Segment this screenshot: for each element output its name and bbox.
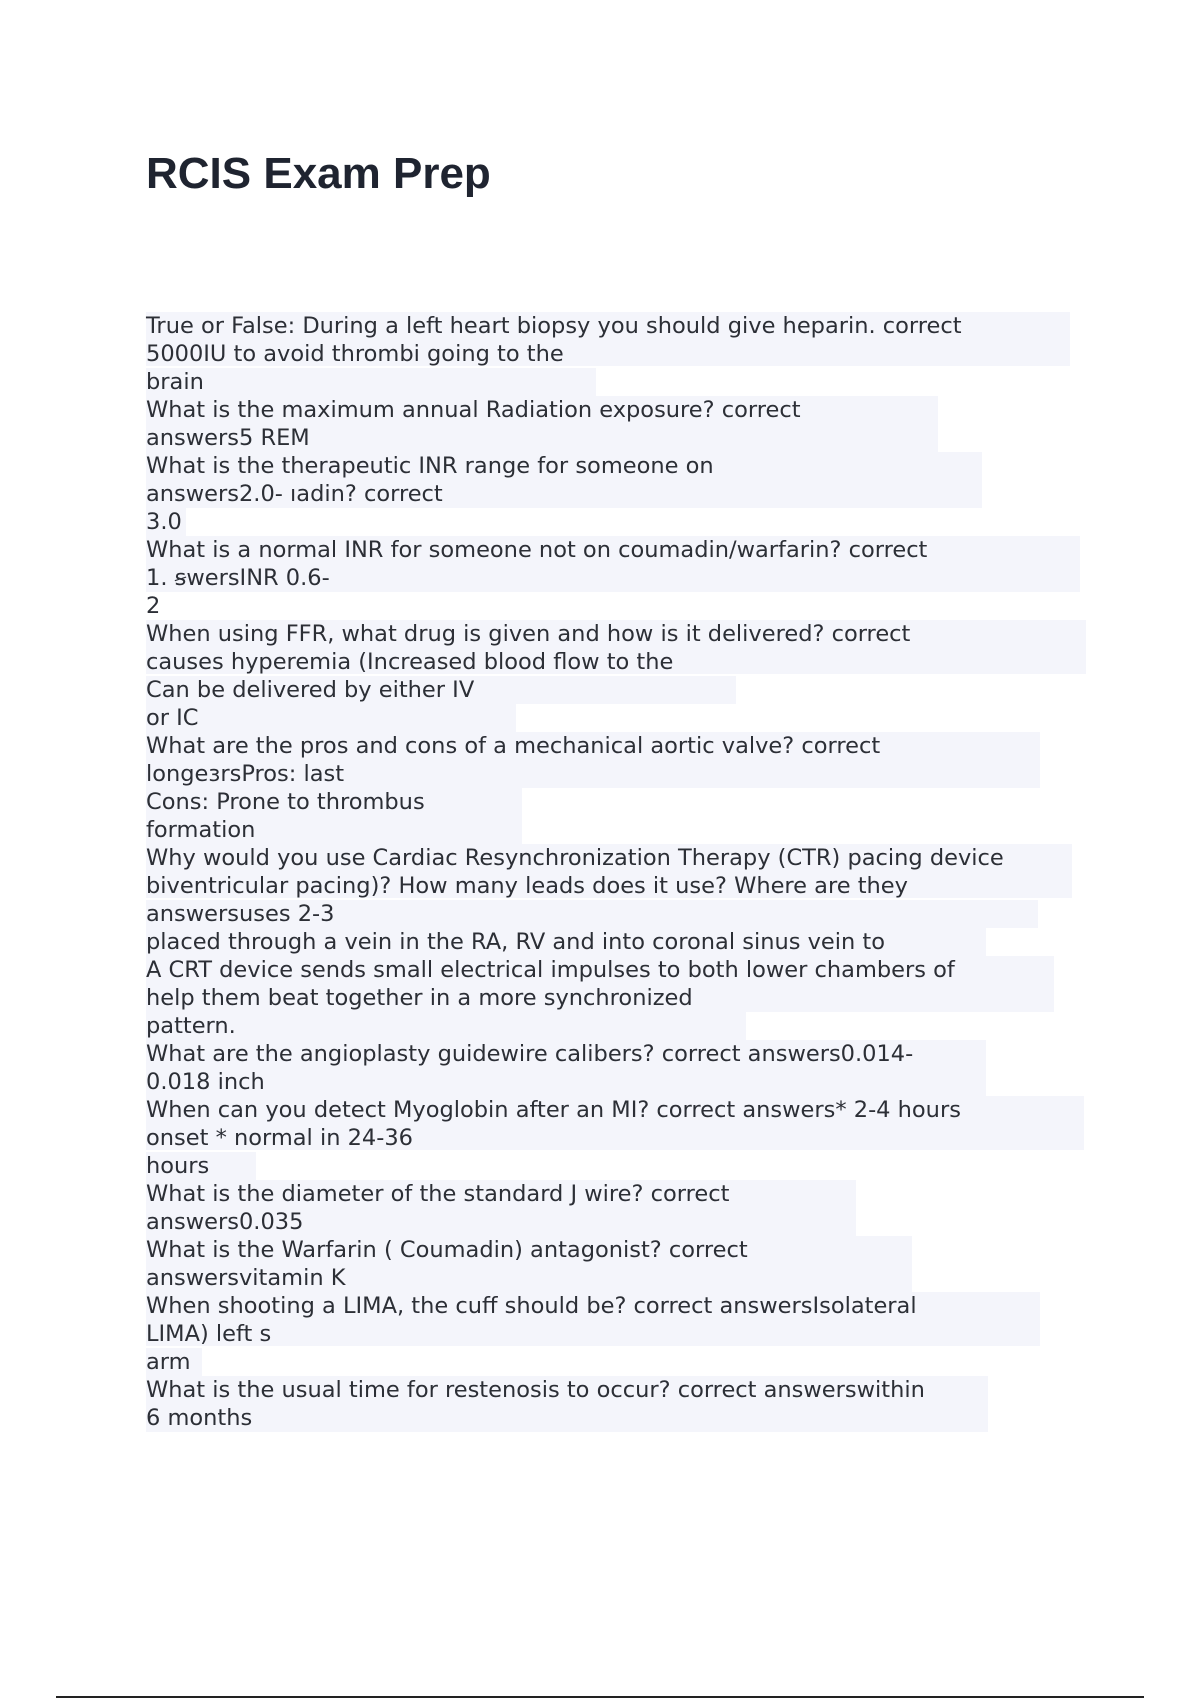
page-title: RCIS Exam Prep bbox=[146, 149, 491, 198]
text-line bbox=[146, 1096, 1096, 1124]
text-line bbox=[146, 1264, 1096, 1292]
line-text: A CRT device sends small electrical impulses to both lower chambers of bbox=[146, 957, 955, 983]
text-line bbox=[146, 732, 1096, 760]
text-line bbox=[146, 620, 1096, 648]
text-line bbox=[146, 312, 1096, 340]
text-line bbox=[146, 844, 1096, 872]
text-line bbox=[146, 956, 1096, 984]
line-text: biventricular pacing)? How many leads does it use? Where are they bbox=[146, 873, 908, 899]
text-line bbox=[146, 1320, 1096, 1348]
text-line bbox=[146, 648, 1096, 676]
line-text: causes hyperemia (Increased blood flow to the bbox=[146, 649, 674, 675]
text-line bbox=[146, 452, 1096, 480]
line-text: hours bbox=[146, 1153, 210, 1179]
qa-body bbox=[146, 312, 1096, 1432]
line-text: LIMA) left s bbox=[146, 1321, 272, 1347]
line-text: 6 months bbox=[146, 1405, 253, 1431]
line-text: answersvitamin K bbox=[146, 1265, 346, 1291]
text-line bbox=[146, 536, 1096, 564]
text-line bbox=[146, 368, 1096, 396]
text-line bbox=[146, 1348, 1096, 1376]
text-line bbox=[146, 788, 1096, 816]
text-line bbox=[146, 1292, 1096, 1320]
text-line bbox=[146, 480, 1096, 508]
line-text: or IC bbox=[146, 705, 199, 731]
text-line bbox=[146, 928, 1096, 956]
text-line bbox=[146, 1236, 1096, 1264]
text-line bbox=[146, 508, 1096, 536]
line-text: brain bbox=[146, 369, 204, 395]
line-text: 0.018 inch bbox=[146, 1069, 265, 1095]
line-text: What is the Warfarin ( Coumadin) antagonist? correct bbox=[146, 1237, 748, 1263]
text-line bbox=[146, 1068, 1096, 1096]
text-line bbox=[146, 396, 1096, 424]
text-line bbox=[146, 1208, 1096, 1236]
line-text: answers0.035 bbox=[146, 1209, 304, 1235]
text-line bbox=[146, 900, 1096, 928]
line-text: True or False: During a left heart biopsy you should give heparin. correct bbox=[146, 313, 962, 339]
text-line bbox=[146, 340, 1096, 368]
text-line bbox=[146, 872, 1096, 900]
line-text: When using FFR, what drug is given and how is it delivered? correct bbox=[146, 621, 911, 647]
line-text: What is the therapeutic INR range for someone on bbox=[146, 453, 714, 479]
line-text: What are the pros and cons of a mechanical aortic valve? correct bbox=[146, 733, 881, 759]
footer-divider bbox=[56, 1696, 1144, 1698]
text-line bbox=[146, 1040, 1096, 1068]
line-text: pattern. bbox=[146, 1013, 236, 1039]
text-line bbox=[146, 816, 1096, 844]
text-line bbox=[146, 592, 1096, 620]
text-line bbox=[146, 1124, 1096, 1152]
line-text: 3.0 bbox=[146, 509, 182, 535]
line-text: answers2.0- ıadin? correct bbox=[146, 481, 443, 507]
text-line bbox=[146, 984, 1096, 1012]
line-text: formation bbox=[146, 817, 256, 843]
line-text: What is the diameter of the standard J wire? correct bbox=[146, 1181, 730, 1207]
text-line bbox=[146, 424, 1096, 452]
text-line bbox=[146, 704, 1096, 732]
text-line bbox=[146, 1012, 1096, 1040]
line-text: answers5 REM bbox=[146, 425, 310, 451]
line-text: help them beat together in a more synchronized bbox=[146, 985, 693, 1011]
line-text: arm bbox=[146, 1349, 191, 1375]
line-text: What is the maximum annual Radiation exposure? correct bbox=[146, 397, 801, 423]
line-text: 1. ꞩwersINR 0.6- bbox=[146, 565, 330, 591]
text-line bbox=[146, 564, 1096, 592]
line-text: What is a normal INR for someone not on coumadin/warfarin? correct bbox=[146, 537, 928, 563]
line-text: onset * normal in 24-36 bbox=[146, 1125, 414, 1151]
line-text: Can be delivered by either IV bbox=[146, 677, 475, 703]
line-text: longeɜrsPros: last bbox=[146, 761, 345, 787]
line-text: placed through a vein in the RA, RV and into coronal sinus vein to bbox=[146, 929, 886, 955]
line-text: When shooting a LIMA, the cuff should be? correct answersIsolateral bbox=[146, 1293, 917, 1319]
line-text: When can you detect Myoglobin after an MI? correct answers* 2-4 hours bbox=[146, 1097, 961, 1123]
text-line bbox=[146, 1376, 1096, 1404]
line-text: Cons: Prone to thrombus bbox=[146, 789, 425, 815]
text-line bbox=[146, 676, 1096, 704]
line-text: 5000IU to avoid thrombi going to the bbox=[146, 341, 564, 367]
text-line bbox=[146, 1404, 1096, 1432]
text-line bbox=[146, 1152, 1096, 1180]
line-text: answersuses 2-3 bbox=[146, 901, 335, 927]
text-line bbox=[146, 1180, 1096, 1208]
line-text: What are the angioplasty guidewire calibers? correct answers0.014- bbox=[146, 1041, 914, 1067]
text-line bbox=[146, 760, 1096, 788]
line-text: 2 bbox=[146, 593, 161, 619]
line-text: Why would you use Cardiac Resynchronization Therapy (CTR) pacing device bbox=[146, 845, 1004, 871]
line-text: What is the usual time for restenosis to occur? correct answerswithin bbox=[146, 1377, 925, 1403]
